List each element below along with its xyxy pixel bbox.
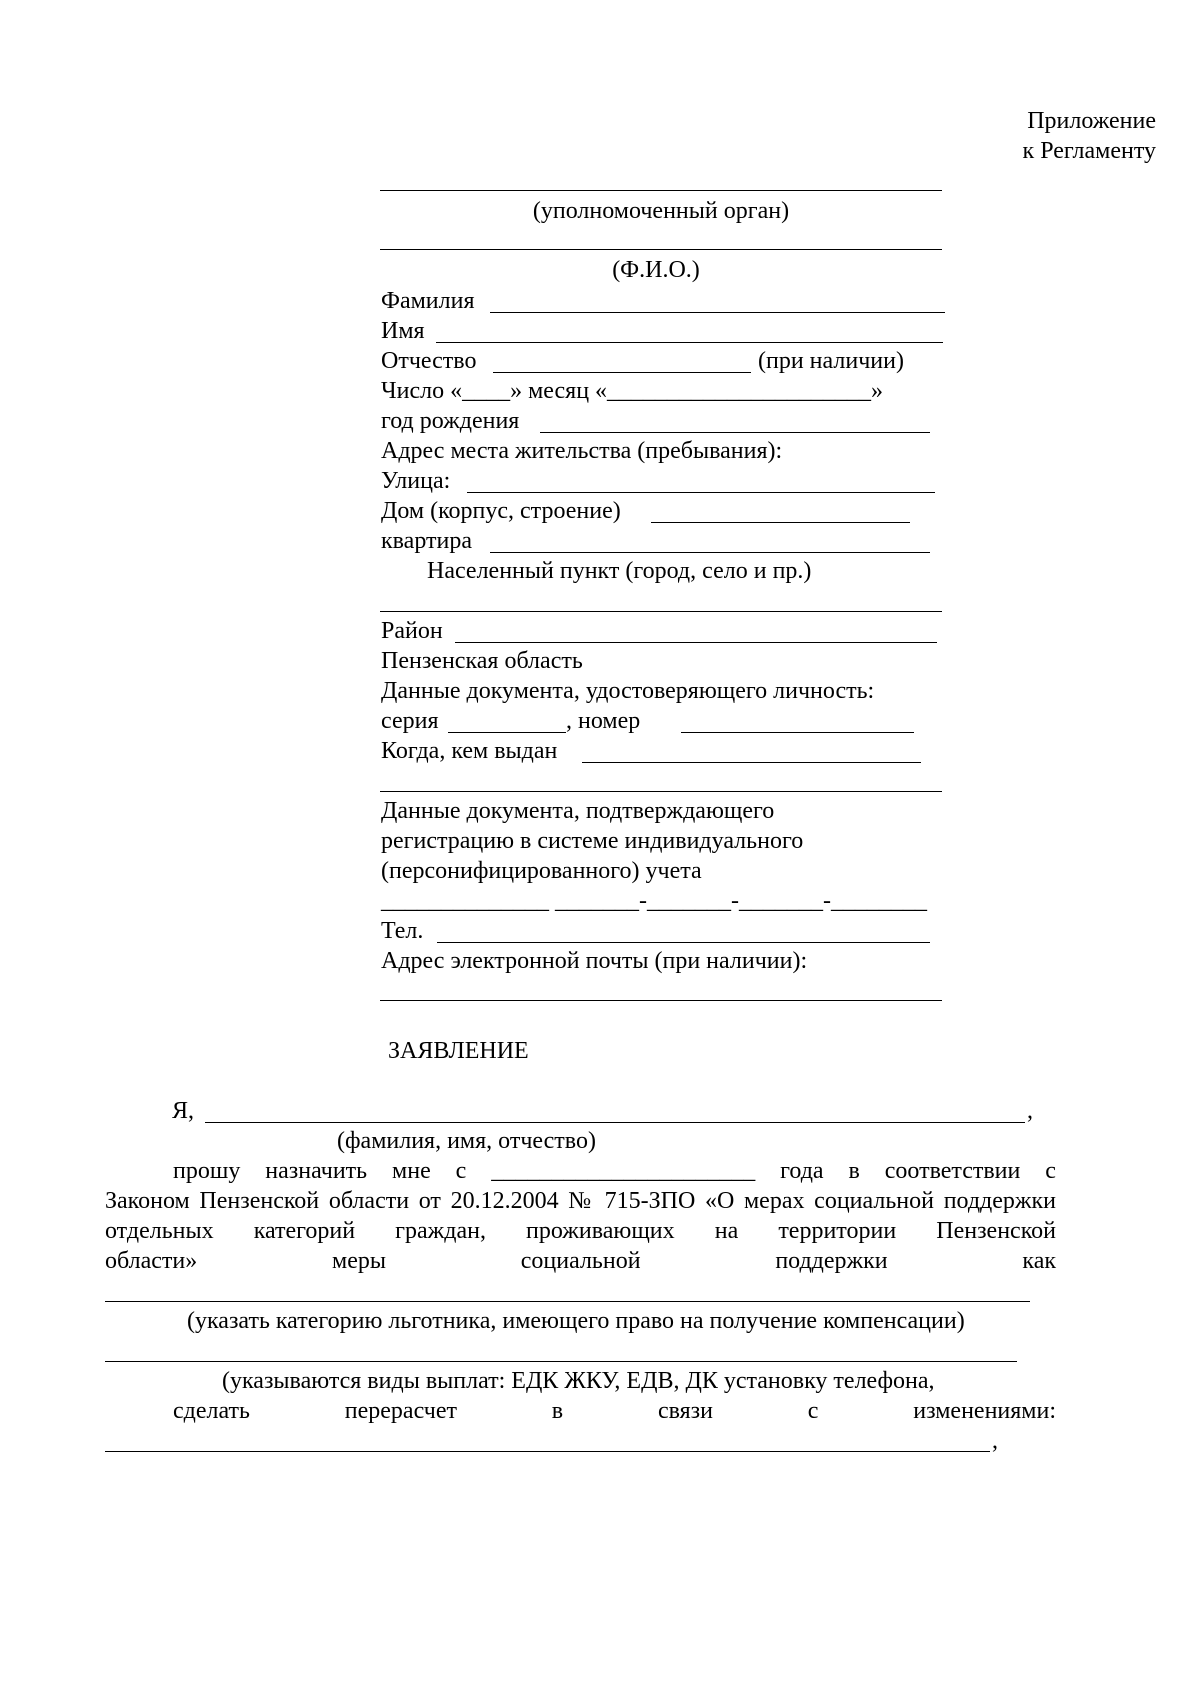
snils-title-line1: Данные документа, подтверждающего (381, 798, 775, 824)
email-label: Адрес электронной почты (при наличии): (381, 948, 808, 974)
id-document-title: Данные документа, удостоверяющего личность: (381, 678, 875, 704)
phone-label: Тел. (381, 918, 424, 944)
word: с (807, 1398, 819, 1424)
word: года (780, 1158, 824, 1184)
fio-caption: (Ф.И.О.) (612, 257, 700, 283)
word: с (455, 1158, 467, 1184)
birth-day-month-field[interactable]: Число «____» месяц «______________________» (381, 378, 884, 404)
word: изменениями: (913, 1398, 1056, 1424)
snils-number-field[interactable]: ______________ _______-_______-_______-________ (381, 888, 927, 914)
issued-label: Когда, кем выдан (381, 738, 558, 764)
name-line[interactable] (436, 342, 943, 343)
regulation-label: к Регламенту (1022, 138, 1156, 164)
word: связи (657, 1398, 713, 1424)
request-line (173, 1156, 1056, 1186)
apartment-line[interactable] (490, 552, 930, 553)
patronymic-note: (при наличии) (758, 348, 904, 374)
word: социальной (520, 1248, 641, 1274)
word: поддержки (775, 1248, 888, 1274)
word: с (1045, 1158, 1056, 1184)
end-comma: , (992, 1428, 998, 1454)
word: прошу (173, 1158, 241, 1184)
patronymic-label: Отчество (381, 348, 477, 374)
start-date-field[interactable]: ______________________ (491, 1158, 756, 1184)
i-suffix: , (1027, 1098, 1033, 1124)
birth-year-label: год рождения (381, 408, 520, 434)
word: как (1022, 1248, 1056, 1274)
law-paragraph: Законом Пензенской области от 20.12.2004 № 715-ЗПО «О мерах социальной поддержки отдельных категорий граждан, проживающих на территории Пензенской (105, 1188, 1056, 1244)
word: в (551, 1398, 564, 1424)
patronymic-line[interactable] (493, 372, 751, 373)
street-label: Улица: (381, 468, 451, 494)
i-prefix: Я, (172, 1098, 195, 1124)
series-line[interactable] (448, 732, 566, 733)
word: сделать (173, 1398, 250, 1424)
word: соответствии (884, 1158, 1021, 1184)
apartment-label: квартира (381, 528, 472, 554)
series-label: серия (381, 708, 439, 734)
district-line[interactable] (455, 642, 937, 643)
issued-line-2[interactable] (380, 791, 942, 792)
payments-caption: (указываются виды выплат: ЕДК ЖКУ, ЕДВ, ДК установку телефона, (222, 1368, 935, 1394)
street-line[interactable] (467, 492, 935, 493)
recalc-line (173, 1396, 1056, 1426)
snils-title-line2: регистрацию в системе индивидуального (381, 828, 804, 854)
locality-label: Населенный пункт (город, село и пр.) (427, 558, 812, 584)
snils-title-line3: (персонифицированного) учета (381, 858, 702, 884)
surname-line[interactable] (490, 312, 945, 313)
changes-line[interactable] (105, 1451, 990, 1452)
fio-line[interactable] (380, 249, 942, 250)
payments-line[interactable] (105, 1361, 1017, 1362)
category-line[interactable] (105, 1301, 1030, 1302)
statement-title: ЗАЯВЛЕНИЕ (388, 1038, 529, 1064)
issued-line[interactable] (582, 762, 921, 763)
house-label: Дом (корпус, строение) (381, 498, 621, 524)
email-line[interactable] (380, 1000, 942, 1001)
support-line (105, 1246, 1056, 1276)
region-label: Пензенская область (381, 648, 583, 674)
applicant-fio-caption: (фамилия, имя, отчество) (337, 1128, 596, 1154)
authority-caption: (уполномоченный орган) (532, 198, 790, 224)
number-label: , номер (566, 708, 641, 734)
word: области» (105, 1248, 198, 1274)
phone-line[interactable] (437, 942, 930, 943)
number-line[interactable] (681, 732, 914, 733)
word: мне (392, 1158, 431, 1184)
surname-label: Фамилия (381, 288, 475, 314)
word: назначить (265, 1158, 368, 1184)
word: в (848, 1158, 860, 1184)
authority-line[interactable] (380, 190, 942, 191)
address-title: Адрес места жительства (пребывания): (381, 438, 783, 464)
category-caption: (указать категорию льготника, имеющего право на получение компенсации) (187, 1308, 965, 1334)
word: меры (332, 1248, 386, 1274)
district-label: Район (381, 618, 443, 644)
applicant-fio-line[interactable] (205, 1122, 1025, 1123)
birth-year-line[interactable] (540, 432, 930, 433)
word: перерасчет (344, 1398, 457, 1424)
name-label: Имя (381, 318, 425, 344)
appendix-label: Приложение (1027, 108, 1156, 134)
locality-line[interactable] (380, 611, 942, 612)
house-line[interactable] (651, 522, 910, 523)
